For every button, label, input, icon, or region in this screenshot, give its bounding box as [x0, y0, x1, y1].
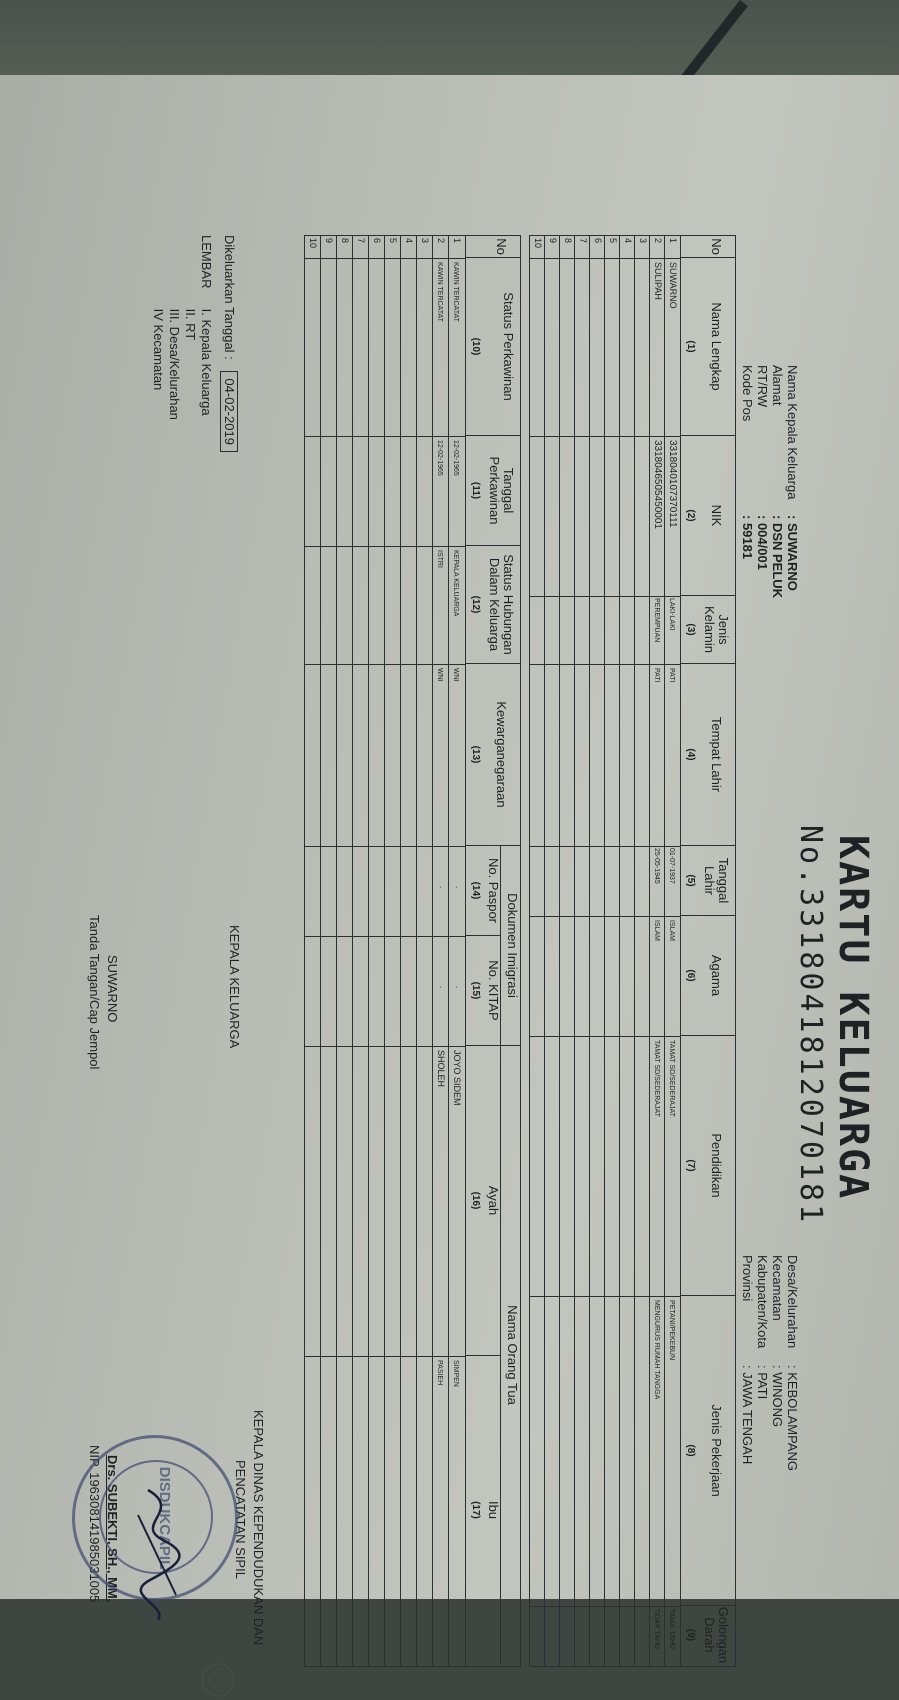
cell-nama: SUWARNO: [668, 262, 678, 309]
cell-hubungan: ISTRI: [436, 550, 443, 568]
col-header-nik: NIK (2): [681, 436, 735, 596]
header-value: : PATI: [755, 1365, 770, 1400]
cell-tgl-lahir: 25-05-1945: [653, 848, 660, 884]
col-divider: [305, 936, 465, 937]
dinas-name: Drs. SUBEKTI, SH., MM.: [105, 1455, 120, 1603]
header-row: [755, 365, 770, 598]
row-divider: [368, 236, 369, 1666]
row-divider: [544, 236, 545, 1666]
table-header: [680, 236, 735, 1666]
cell-kewarganegaraan: WNI: [452, 668, 459, 682]
cell-status-kawin: KAWIN TERCATAT: [436, 262, 443, 322]
col-header-agama: Agama (6): [681, 916, 735, 1036]
cell-darah: TIDAK TAHU: [668, 1608, 675, 1649]
header-label: Nama Kepala Keluarga: [785, 365, 800, 500]
col-header-pekerjaan: Jenis Pekerjaan (8): [681, 1296, 735, 1606]
col-divider: [305, 846, 465, 847]
row-divider: [559, 236, 560, 1666]
cell-paspor: -: [452, 886, 459, 889]
cell-ayah: JOYO SIDEM: [452, 1050, 462, 1106]
row-divider: [574, 236, 575, 1666]
header-right: [740, 1255, 800, 1471]
row-number: 1: [668, 238, 678, 244]
row-number: 1: [452, 238, 462, 244]
garuda-emblem-icon: [198, 1660, 238, 1700]
stamp-text: DISDUKCAPIL: [156, 1466, 173, 1570]
col-divider: [305, 258, 465, 259]
cell-kitap: -: [452, 986, 459, 989]
lembar-label: LEMBAR: [199, 235, 214, 289]
cell-tgl-kawin: 12-02-1965: [436, 440, 443, 476]
row-number: 2: [653, 238, 663, 244]
row-number: 5: [388, 238, 398, 244]
header-row: [785, 1255, 800, 1471]
cell-kitap: -: [436, 986, 443, 989]
cell-ibu: PASIEH: [436, 1360, 443, 1386]
row-number: 8: [340, 238, 350, 244]
header-label: Kabupaten/Kota: [755, 1255, 770, 1349]
row-number: 3: [638, 238, 648, 244]
cell-agama: ISLAM: [668, 920, 675, 942]
row-divider: [432, 236, 433, 1666]
col-header-tgl-lahir: Tanggal Lahir (5): [681, 846, 735, 916]
row-number: 5: [608, 238, 618, 244]
col-header-hubungan: Status Hubungan Dalam Keluarga (12): [466, 546, 520, 664]
row-number: 8: [563, 238, 573, 244]
col-header-kitap: No. KITAP (15): [466, 936, 500, 1046]
cell-pekerjaan: PETANI/PEKEBUN: [668, 1300, 675, 1361]
header-row: [785, 365, 800, 598]
col-divider: [530, 846, 680, 847]
dinas-title-line-2: PENCATATAN SIPIL: [233, 1460, 248, 1579]
row-number: 9: [548, 238, 558, 244]
header-label: RT/RW: [755, 365, 770, 408]
col-divider: [530, 916, 680, 917]
row-number: 7: [356, 238, 366, 244]
col-header-ayah: Ayah (16): [466, 1046, 500, 1356]
row-number: 4: [404, 238, 414, 244]
header-value: : DSN PELUK: [770, 515, 785, 599]
row-divider: [619, 236, 620, 1666]
header-label: Desa/Kelurahan: [785, 1255, 800, 1349]
col-divider: [530, 596, 680, 597]
col-divider: [305, 664, 465, 665]
document-content: [58, 215, 878, 1695]
row-number: 10: [308, 238, 318, 249]
col-divider: [530, 1606, 680, 1607]
lembar-item: I. Kepala Keluarga: [199, 308, 214, 416]
dinas-nip: NIP. 196308141985031005: [87, 1445, 102, 1603]
header-value: : JAWA TENGAH: [740, 1365, 755, 1465]
cell-pekerjaan: MENGURUS RUMAH TANGGA: [653, 1300, 660, 1400]
lembar-block: [150, 235, 214, 420]
row-number: 6: [372, 238, 382, 244]
row-divider: [604, 236, 605, 1666]
row-divider: [649, 236, 650, 1666]
row-number: 3: [420, 238, 430, 244]
header-row: [770, 1255, 785, 1471]
issued-block: [220, 235, 238, 452]
cell-tgl-lahir: 01-07-1937: [668, 848, 675, 884]
cell-ibu: SIMPEN: [452, 1360, 459, 1387]
col-divider: [530, 258, 680, 259]
header-value: : SUWARNO: [785, 515, 800, 591]
group-header-orang-tua: Nama Orang Tua: [500, 1046, 520, 1664]
col-header-ibu: Ibu (17): [470, 1500, 501, 1520]
table-body: [530, 236, 680, 1666]
col-header-no: No: [466, 236, 520, 258]
row-divider: [336, 236, 337, 1666]
header-label: Kode Pos: [740, 365, 755, 422]
row-divider: [589, 236, 590, 1666]
col-divider: [530, 1296, 680, 1297]
table-header: [465, 236, 520, 1666]
row-number: 10: [533, 238, 543, 249]
cell-hubungan: KEPALA KELUARGA: [452, 550, 459, 617]
row-divider: [448, 236, 449, 1666]
col-divider: [530, 436, 680, 437]
group-header-imigrasi: Dokumen Imigrasi: [500, 846, 520, 1046]
document-title: KARTU KELUARGA: [830, 835, 876, 1201]
header-value: : KEBOLAMPANG: [785, 1365, 800, 1471]
header-label: Kecamatan: [770, 1255, 785, 1321]
row-divider: [416, 236, 417, 1666]
cell-jk: LAKI-LAKI: [668, 598, 675, 631]
header-value: : 59181: [740, 515, 755, 560]
col-divider: [530, 664, 680, 665]
col-header-nama: Nama Lengkap (1): [681, 258, 735, 436]
row-divider: [634, 236, 635, 1666]
header-left: [740, 365, 800, 598]
header-row: [755, 1255, 770, 1471]
row-divider: [320, 236, 321, 1666]
signature-mark: [128, 1485, 188, 1625]
issued-label: Dikeluarkan Tanggal :: [222, 235, 237, 360]
cell-tempat: PATI: [653, 668, 660, 683]
dinas-title-line-1: KEPALA DINAS KEPENDUDUKAN DAN: [251, 1410, 266, 1646]
col-header-paspor: No. Paspor (14): [466, 846, 500, 936]
row-number: 4: [623, 238, 633, 244]
lembar-item: IV Kecamatan: [151, 308, 166, 391]
col-divider: [530, 1036, 680, 1037]
document-number: No.3318041812070181: [793, 825, 828, 1226]
header-value: : WINONG: [770, 1365, 785, 1428]
col-divider: [305, 1046, 465, 1047]
cell-pendidikan: TAMAT SD/SEDERAJAT: [668, 1040, 675, 1117]
cell-nik: 3318046505450001: [652, 440, 663, 529]
kepala-keluarga-sign-note: Tanda Tangan/Cap Jempol: [87, 915, 102, 1070]
row-divider: [400, 236, 401, 1666]
header-row: [740, 365, 755, 598]
lembar-item: II. RT: [183, 308, 198, 341]
cell-tempat: PATI: [668, 668, 675, 683]
family-members-table: [529, 235, 736, 1667]
col-divider: [305, 546, 465, 547]
table-body: [305, 236, 465, 1666]
col-header-status-kawin: Status Perkawinan (10): [466, 258, 520, 436]
col-header-tgl-kawin: Tanggal Perkawinan (11): [466, 436, 520, 546]
header-row: [740, 1255, 755, 1471]
row-number: 9: [324, 238, 334, 244]
cell-status-kawin: KAWIN TERCATAT: [452, 262, 459, 322]
col-header-no: No: [681, 236, 735, 258]
cell-tgl-kawin: 12-02-1965: [452, 440, 459, 476]
col-header-kewarganegaraan: Kewarganegaraan (13): [466, 664, 520, 846]
col-header-tempat: Tempat Lahir (4): [681, 664, 735, 846]
header-label: Alamat: [770, 365, 785, 406]
col-header-darah: Golongan Darah (9): [685, 1606, 731, 1664]
row-number: 6: [593, 238, 603, 244]
row-divider: [664, 236, 665, 1666]
row-divider: [352, 236, 353, 1666]
cell-jk: PEREMPUAN: [653, 598, 660, 643]
cell-nik: 3318040107370111: [667, 440, 678, 528]
header-label: Provinsi: [740, 1255, 755, 1302]
document-paper: [0, 75, 899, 1664]
family-status-table: [304, 235, 521, 1667]
col-header-jk: Jenis Kelamin (3): [681, 596, 735, 664]
issued-date: 04-02-2019: [220, 371, 238, 452]
cell-darah: TIDAK TAHU: [653, 1608, 660, 1649]
header-row: [770, 365, 785, 598]
cell-agama: ISLAM: [653, 920, 660, 942]
cell-paspor: -: [436, 886, 443, 889]
kepala-keluarga-title: KEPALA KELUARGA: [227, 925, 242, 1049]
col-divider: [305, 436, 465, 437]
cell-kewarganegaraan: WNI: [436, 668, 443, 682]
header-value: : 004/001: [755, 515, 770, 570]
col-divider: [305, 1356, 465, 1357]
cell-pendidikan: TAMAT SD/SEDERAJAT: [653, 1040, 660, 1117]
lembar-item: III. Desa/Kelurahan: [167, 308, 182, 420]
kepala-keluarga-name: SUWARNO: [105, 955, 120, 1023]
row-divider: [384, 236, 385, 1666]
row-number: 2: [436, 238, 446, 244]
col-header-pendidikan: Pendidikan (7): [681, 1036, 735, 1296]
cell-nama: SULIPAH: [653, 262, 663, 300]
cell-ayah: SHOLEH: [436, 1050, 446, 1088]
row-number: 7: [578, 238, 588, 244]
